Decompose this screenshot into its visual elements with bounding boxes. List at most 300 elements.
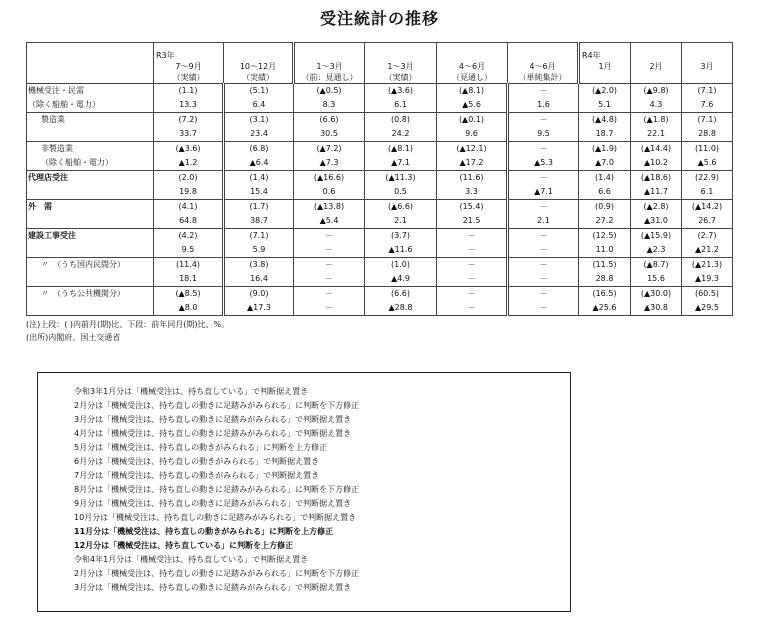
year-over-year-value: ▲5.4 xyxy=(319,216,339,225)
header-period: 2月 xyxy=(649,62,663,71)
value-cell xyxy=(682,229,733,258)
year-over-year-value: 8.3 xyxy=(322,100,336,109)
value-cell xyxy=(294,200,365,229)
year-over-year-value: 5.9 xyxy=(252,245,266,254)
month-over-month-value: (▲11.3) xyxy=(385,173,416,182)
year-over-year-value: ▲7.3 xyxy=(319,158,339,167)
year-over-year-value: ▲21.2 xyxy=(695,245,719,254)
month-over-month-value: － xyxy=(467,260,476,269)
year-over-year-value: 0.5 xyxy=(394,187,407,196)
value-cell xyxy=(365,287,437,316)
table-row xyxy=(27,113,733,142)
year-over-year-value: 4.3 xyxy=(649,100,663,109)
header-period: 4～6月 xyxy=(529,62,556,71)
header-period: 4～6月 xyxy=(458,62,486,71)
table-row xyxy=(27,258,733,287)
value-cell xyxy=(508,84,579,113)
header-row xyxy=(27,43,733,84)
header-sub: （見通し） xyxy=(452,73,492,82)
page-title: 受注統計の推移 xyxy=(319,9,439,28)
judgment-line: 令和3年1月分は「機械受注は、持ち直している」で判断据え置き xyxy=(74,387,309,396)
month-over-month-value: (▲12.1) xyxy=(456,144,487,153)
value-cell xyxy=(294,171,365,200)
year-over-year-value: 15.4 xyxy=(250,187,268,196)
year-over-year-value: 22.1 xyxy=(647,129,665,138)
orders-statistics-table xyxy=(26,42,733,316)
month-over-month-value: (2.7) xyxy=(697,231,717,240)
month-over-month-value: (▲8.7) xyxy=(643,260,669,269)
year-over-year-value: ▲5.3 xyxy=(534,158,553,167)
header-sub xyxy=(631,72,681,83)
header-period: 3月 xyxy=(700,62,714,71)
year-over-year-value: ▲2.3 xyxy=(646,245,666,254)
value-cell xyxy=(508,113,579,142)
row-label-sub: （除く船舶・電力） xyxy=(41,158,113,167)
month-over-month-value: (▲0.5) xyxy=(316,86,342,95)
year-over-year-value: 18.1 xyxy=(179,274,197,283)
header-sub: （前：見通し） xyxy=(301,73,358,82)
source-line: (出所)内閣府、国土交通省 xyxy=(26,333,121,342)
judgment-line: 2月分は「機械受注は、持ち直しの動きに足踏みがみられる」に判断を下方修正 xyxy=(74,569,360,578)
judgment-line: 6月分は「機械受注は、持ち直しの動きがみられる」で判断据え置き xyxy=(74,457,320,466)
value-cell xyxy=(579,200,631,229)
row-label-main: 製造業 xyxy=(41,115,65,124)
column-header xyxy=(154,43,224,84)
value-cell xyxy=(579,287,631,316)
year-over-year-value: 38.7 xyxy=(250,216,268,225)
value-cell xyxy=(437,171,508,200)
month-over-month-value: (15.4) xyxy=(459,202,484,211)
column-header xyxy=(294,43,365,84)
year-over-year-value: ▲5.6 xyxy=(697,158,717,167)
value-cell xyxy=(631,142,682,171)
month-over-month-value: (7.1) xyxy=(697,86,717,95)
month-over-month-value: (1.4) xyxy=(595,173,614,182)
header-year: R4年 xyxy=(582,51,601,60)
row-label xyxy=(27,113,154,142)
year-over-year-value: 6.6 xyxy=(598,187,611,196)
value-cell xyxy=(508,142,579,171)
value-cell xyxy=(437,287,508,316)
row-label-sub xyxy=(41,301,153,315)
table-row xyxy=(27,171,733,200)
judgment-line: 9月分は「機械受注は、持ち直しの動きに足踏みがみられる」で判断据え置き xyxy=(74,499,352,508)
year-over-year-value: 6.4 xyxy=(252,100,266,109)
year-over-year-value: 16.4 xyxy=(250,274,268,283)
year-over-year-value: 13.3 xyxy=(179,100,197,109)
month-over-month-value: (60.5) xyxy=(694,289,720,298)
year-over-year-value: 19.8 xyxy=(179,187,197,196)
month-over-month-value: (9.0) xyxy=(249,289,269,298)
year-over-year-value: － xyxy=(539,274,548,283)
month-over-month-value: (4.1) xyxy=(178,202,198,211)
year-over-year-value: 5.1 xyxy=(598,100,611,109)
year-over-year-value: 6.1 xyxy=(700,187,714,196)
value-cell xyxy=(154,171,224,200)
row-label-main: 代理店受注 xyxy=(28,173,68,182)
year-over-year-value: 7.6 xyxy=(700,100,714,109)
header-year xyxy=(437,50,507,61)
value-cell xyxy=(682,200,733,229)
month-over-month-value: (5.1) xyxy=(249,86,269,95)
month-over-month-value: (1.7) xyxy=(249,202,269,211)
year-over-year-value: 3.3 xyxy=(465,187,478,196)
value-cell xyxy=(631,84,682,113)
row-label-main: 〃 （うち公共機関分） xyxy=(41,289,125,298)
column-header xyxy=(224,43,294,84)
header-year xyxy=(682,50,732,61)
note-line: (注)上段：( )内前月(期)比、下段：前年同月(期)比、%。 xyxy=(26,320,230,329)
year-over-year-value: 2.1 xyxy=(537,216,550,225)
month-over-month-value: (11.0) xyxy=(694,144,720,153)
judgment-line: 3月分は「機械受注は、持ち直しの動きに足踏みがみられる」で判断据え置き xyxy=(74,583,352,592)
row-label-main: 外 需 xyxy=(28,202,52,211)
month-over-month-value: － xyxy=(539,115,548,124)
value-cell xyxy=(437,113,508,142)
row-label-sub xyxy=(28,243,153,257)
value-cell xyxy=(365,171,437,200)
value-cell xyxy=(154,287,224,316)
month-over-month-value: (▲7.2) xyxy=(316,144,342,153)
value-cell xyxy=(682,287,733,316)
year-over-year-value: 26.7 xyxy=(698,216,716,225)
year-over-year-value: ▲8.0 xyxy=(178,303,198,312)
month-over-month-value: (▲3.6) xyxy=(387,86,414,95)
value-cell xyxy=(508,229,579,258)
value-cell xyxy=(682,84,733,113)
month-over-month-value: (1.1) xyxy=(178,86,198,95)
month-over-month-value: (3.1) xyxy=(249,115,269,124)
month-over-month-value: (▲4.8) xyxy=(591,115,618,124)
value-cell xyxy=(437,142,508,171)
table-row xyxy=(27,229,733,258)
year-over-year-value: ▲17.3 xyxy=(247,303,271,312)
value-cell xyxy=(437,84,508,113)
header-period: 1～3月 xyxy=(387,62,414,71)
header-period: 1月 xyxy=(598,62,612,71)
month-over-month-value: － xyxy=(467,289,476,298)
month-over-month-value: (▲6.6) xyxy=(387,202,414,211)
year-over-year-value: － xyxy=(539,303,548,312)
value-cell xyxy=(365,229,437,258)
row-label xyxy=(27,200,154,229)
year-over-year-value: 21.5 xyxy=(462,216,481,225)
row-label-sub: （除く船舶・電力） xyxy=(28,100,100,109)
row-label-sub xyxy=(28,185,153,199)
value-cell xyxy=(631,287,682,316)
column-header xyxy=(631,43,682,84)
row-label-main: 建設工事受注 xyxy=(28,231,76,240)
month-over-month-value: (▲2.0) xyxy=(591,86,618,95)
notes xyxy=(26,318,229,344)
year-over-year-value: ▲6.4 xyxy=(249,158,269,167)
header-year xyxy=(295,50,364,61)
table-row xyxy=(27,287,733,316)
month-over-month-value: (▲14.4) xyxy=(640,144,672,153)
month-over-month-value: (▲0.1) xyxy=(458,115,485,124)
year-over-year-value: 2.1 xyxy=(394,216,407,225)
year-over-year-value: ▲11.7 xyxy=(644,187,668,196)
value-cell xyxy=(508,171,579,200)
value-cell xyxy=(579,229,631,258)
header-sub: （実績） xyxy=(242,73,274,82)
month-over-month-value: (▲21.3) xyxy=(691,260,723,269)
month-over-month-value: (1.4) xyxy=(249,173,269,182)
month-over-month-value: (▲8.5) xyxy=(175,289,201,298)
year-over-year-value: ▲28.8 xyxy=(388,303,413,312)
header-year xyxy=(631,50,681,61)
value-cell xyxy=(631,229,682,258)
month-over-month-value: (7.1) xyxy=(697,115,717,124)
judgment-line: 11月分は「機械受注は、持ち直しの動きがみられる」に判断を上方修正 xyxy=(74,527,334,536)
judgment-line: 5月分は「機械受注は、持ち直しの動きがみられる」に判断を上方修正 xyxy=(74,443,328,452)
month-over-month-value: (▲14.2) xyxy=(691,202,723,211)
value-cell xyxy=(294,258,365,287)
month-over-month-value: (22.9) xyxy=(694,173,720,182)
corner-cell xyxy=(27,43,154,84)
value-cell xyxy=(365,200,437,229)
year-over-year-value: ▲17.2 xyxy=(459,158,484,167)
month-over-month-value: － xyxy=(539,260,548,269)
month-over-month-value: － xyxy=(539,231,548,240)
month-over-month-value: (16.5) xyxy=(592,289,617,298)
column-header xyxy=(682,43,733,84)
row-label-main: 機械受注・民需 xyxy=(28,86,84,95)
judgment-line: 7月分は「機械受注は、持ち直しの動きがみられる」で判断据え置き xyxy=(74,471,320,480)
value-cell xyxy=(682,258,733,287)
year-over-year-value: 9.5 xyxy=(181,245,195,254)
value-cell xyxy=(682,171,733,200)
year-over-year-value: ▲29.5 xyxy=(695,303,719,312)
judgment-line: 10月分は「機械受注は、持ち直しの動きに足踏みがみられる」で判断据え置き xyxy=(74,513,357,522)
column-header xyxy=(437,43,508,84)
year-over-year-value: 64.8 xyxy=(179,216,197,225)
value-cell xyxy=(224,200,294,229)
year-over-year-value: － xyxy=(539,245,548,254)
header-period: 7～9月 xyxy=(175,62,202,71)
judgment-line: 3月分は「機械受注は、持ち直しの動きに足踏みがみられる」で判断据え置き xyxy=(74,415,352,424)
month-over-month-value: (▲1.8) xyxy=(643,115,669,124)
value-cell xyxy=(224,258,294,287)
year-over-year-value: ▲11.6 xyxy=(388,245,413,254)
column-header xyxy=(579,43,631,84)
judgment-line: 2月分は「機械受注は、持ち直しの動きに足踏みがみられる」に判断を下方修正 xyxy=(74,401,360,410)
header-year xyxy=(508,50,577,61)
judgment-line: 8月分は「機械受注は、持ち直しの動きに足踏みがみられる」に判断を下方修正 xyxy=(74,485,360,494)
year-over-year-value: － xyxy=(325,274,333,283)
value-cell xyxy=(508,287,579,316)
value-cell xyxy=(579,84,631,113)
judgment-line: 12月分は「機械受注は、持ち直している」に判断を上方修正 xyxy=(74,541,294,550)
row-label-sub xyxy=(41,272,153,286)
month-over-month-value: (▲1.9) xyxy=(591,144,618,153)
value-cell xyxy=(154,142,224,171)
row-label xyxy=(27,142,154,171)
month-over-month-value: (4.2) xyxy=(178,231,198,240)
judgment-line: 令和4年1月分は「機械受注は、持ち直している」で判断据え置き xyxy=(74,555,309,564)
value-cell xyxy=(682,142,733,171)
header-year xyxy=(365,50,436,61)
year-over-year-value: ▲5.6 xyxy=(462,100,481,109)
month-over-month-value: (▲8.1) xyxy=(387,144,414,153)
month-over-month-value: (6.8) xyxy=(249,144,269,153)
column-header xyxy=(508,43,579,84)
judgment-history-box xyxy=(37,372,571,612)
value-cell xyxy=(508,258,579,287)
month-over-month-value: (0.9) xyxy=(595,202,614,211)
header-sub: （単純集計） xyxy=(518,73,567,82)
value-cell xyxy=(631,200,682,229)
row-label xyxy=(27,171,154,200)
header-sub: （実績） xyxy=(172,73,205,82)
month-over-month-value: (3.7) xyxy=(391,231,410,240)
value-cell xyxy=(154,113,224,142)
month-over-month-value: (7.1) xyxy=(249,231,269,240)
month-over-month-value: (0.8) xyxy=(391,115,410,124)
value-cell xyxy=(224,142,294,171)
year-over-year-value: － xyxy=(325,245,333,254)
month-over-month-value: (11.6) xyxy=(459,173,484,182)
month-over-month-value: － xyxy=(539,86,548,95)
year-over-year-value: 1.6 xyxy=(537,100,550,109)
year-over-year-value: 9.5 xyxy=(537,129,550,138)
year-over-year-value: ▲7.0 xyxy=(595,158,614,167)
value-cell xyxy=(224,171,294,200)
year-over-year-value: ▲30.8 xyxy=(644,303,668,312)
value-cell xyxy=(154,229,224,258)
column-header xyxy=(365,43,437,84)
year-over-year-value: ▲1.2 xyxy=(178,158,198,167)
year-over-year-value: 30.5 xyxy=(320,129,338,138)
value-cell xyxy=(437,200,508,229)
value-cell xyxy=(631,258,682,287)
header-year: R3年 xyxy=(156,51,175,60)
year-over-year-value: 33.7 xyxy=(179,129,197,138)
month-over-month-value: (6.6) xyxy=(319,115,339,124)
year-over-year-value: 0.6 xyxy=(322,187,336,196)
year-over-year-value: 11.0 xyxy=(595,245,614,254)
month-over-month-value: － xyxy=(467,231,476,240)
year-over-year-value: 28.8 xyxy=(595,274,614,283)
header-period: 10～12月 xyxy=(239,62,277,71)
month-over-month-value: (12.5) xyxy=(592,231,617,240)
month-over-month-value: (▲9.8) xyxy=(643,86,669,95)
row-label-main: 〃 （うち国内民間分） xyxy=(41,260,125,269)
month-over-month-value: (6.6) xyxy=(391,289,410,298)
header-year xyxy=(224,50,292,61)
row-label xyxy=(27,229,154,258)
judgment-line: 4月分は「機械受注は、持ち直しの動きに足踏みがみられる」で判断据え置き xyxy=(74,429,352,438)
value-cell xyxy=(631,113,682,142)
value-cell xyxy=(579,142,631,171)
year-over-year-value: 15.6 xyxy=(647,274,665,283)
year-over-year-value: ▲4.9 xyxy=(391,274,410,283)
value-cell xyxy=(365,113,437,142)
year-over-year-value: ▲7.1 xyxy=(534,187,553,196)
value-cell xyxy=(294,142,365,171)
row-label-main: 非製造業 xyxy=(41,144,73,153)
month-over-month-value: － xyxy=(539,202,548,211)
year-over-year-value: 27.2 xyxy=(595,216,614,225)
row-label xyxy=(27,84,154,113)
value-cell xyxy=(224,84,294,113)
month-over-month-value: (2.0) xyxy=(178,173,198,182)
header-sub xyxy=(682,72,732,83)
year-over-year-value: ▲7.1 xyxy=(391,158,410,167)
value-cell xyxy=(365,84,437,113)
value-cell xyxy=(294,113,365,142)
year-over-year-value: 9.6 xyxy=(465,129,478,138)
month-over-month-value: (▲13.8) xyxy=(313,202,345,211)
month-over-month-value: (▲30.0) xyxy=(640,289,672,298)
value-cell xyxy=(154,200,224,229)
month-over-month-value: (▲8.1) xyxy=(458,86,485,95)
value-cell xyxy=(294,229,365,258)
value-cell xyxy=(294,287,365,316)
month-over-month-value: (▲2.8) xyxy=(643,202,669,211)
value-cell xyxy=(508,200,579,229)
value-cell xyxy=(294,84,365,113)
month-over-month-value: (3.8) xyxy=(249,260,269,269)
row-label-sub xyxy=(41,127,153,141)
value-cell xyxy=(224,287,294,316)
month-over-month-value: (11.5) xyxy=(592,260,617,269)
month-over-month-value: (▲16.6) xyxy=(313,173,345,182)
table-row xyxy=(27,84,733,113)
month-over-month-value: － xyxy=(539,144,548,153)
year-over-year-value: 28.8 xyxy=(698,129,716,138)
value-cell xyxy=(437,258,508,287)
value-cell xyxy=(365,258,437,287)
month-over-month-value: (▲15.9) xyxy=(640,231,672,240)
year-over-year-value: ▲10.2 xyxy=(644,158,668,167)
year-over-year-value: ▲19.3 xyxy=(695,274,719,283)
value-cell xyxy=(682,113,733,142)
value-cell xyxy=(437,229,508,258)
year-over-year-value: 24.2 xyxy=(391,129,410,138)
month-over-month-value: (▲3.6) xyxy=(175,144,201,153)
month-over-month-value: － xyxy=(325,260,333,269)
year-over-year-value: 18.7 xyxy=(595,129,614,138)
header-period: 1～3月 xyxy=(316,62,343,71)
year-over-year-value: ▲31.0 xyxy=(644,216,668,225)
year-over-year-value: 23.4 xyxy=(250,129,268,138)
header-sub: （実績） xyxy=(384,73,417,82)
value-cell xyxy=(579,113,631,142)
value-cell xyxy=(154,258,224,287)
row-label-sub xyxy=(28,214,153,228)
year-over-year-value: － xyxy=(467,245,476,254)
year-over-year-value: － xyxy=(325,303,333,312)
month-over-month-value: － xyxy=(325,289,333,298)
value-cell xyxy=(365,142,437,171)
row-label xyxy=(27,287,154,316)
month-over-month-value: (▲18.6) xyxy=(640,173,672,182)
value-cell xyxy=(579,171,631,200)
month-over-month-value: (1.0) xyxy=(391,260,410,269)
year-over-year-value: － xyxy=(467,274,476,283)
month-over-month-value: (7.2) xyxy=(178,115,198,124)
header-sub xyxy=(580,72,630,83)
row-label xyxy=(27,258,154,287)
year-over-year-value: － xyxy=(467,303,476,312)
value-cell xyxy=(224,229,294,258)
value-cell xyxy=(579,258,631,287)
table-row xyxy=(27,142,733,171)
month-over-month-value: (11.4) xyxy=(175,260,201,269)
value-cell xyxy=(224,113,294,142)
table-row xyxy=(27,200,733,229)
